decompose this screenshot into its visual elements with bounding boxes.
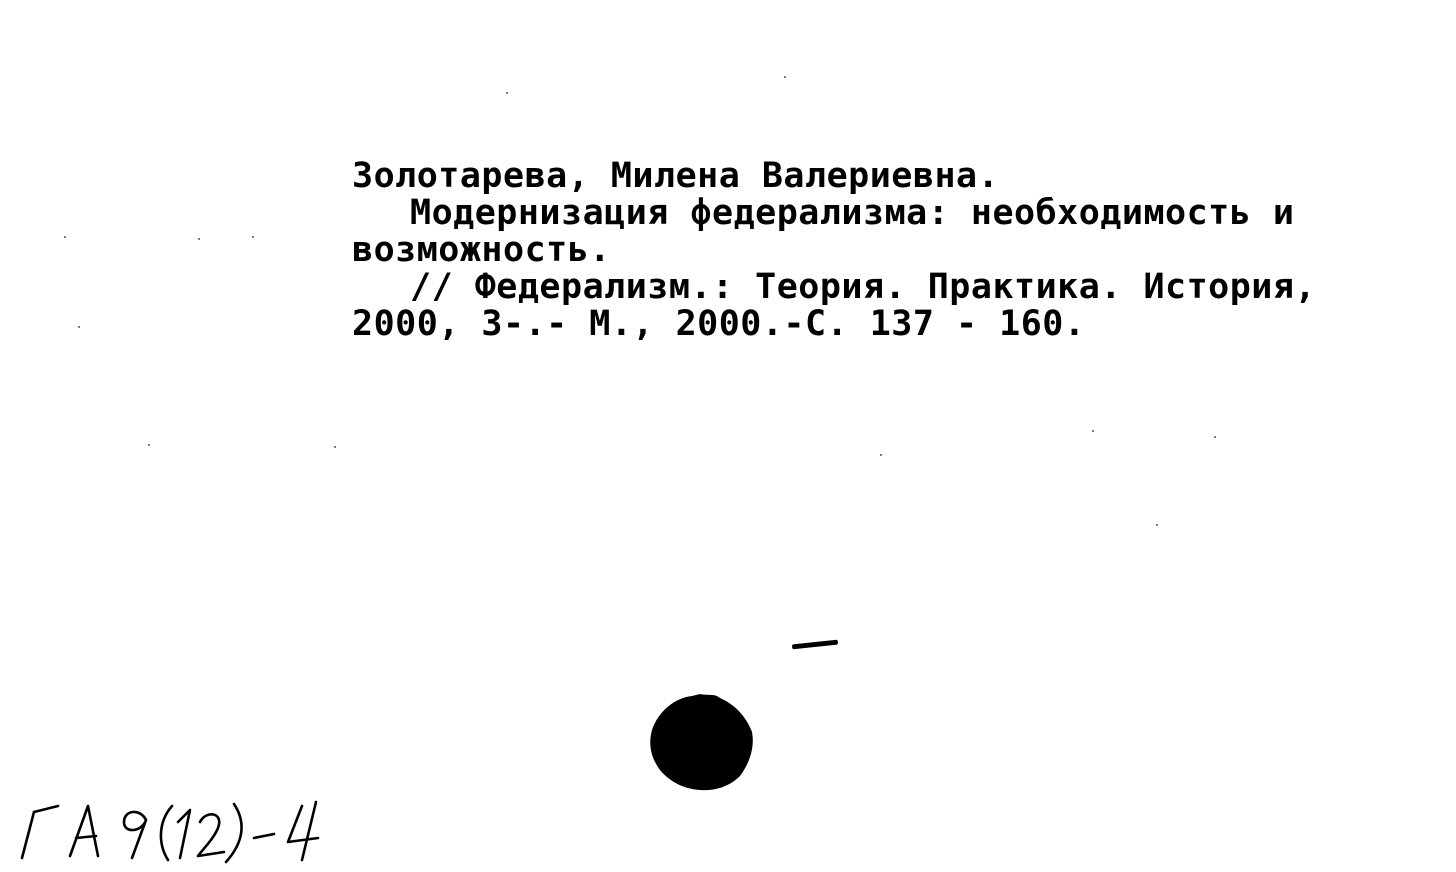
bibliographic-entry: [352, 158, 1456, 343]
ink-dash-mark: [792, 640, 838, 650]
scan-speck: [1092, 430, 1094, 432]
author-line: Золотарева, Милена Валериевна.: [352, 158, 1000, 196]
scan-speck: [784, 76, 786, 78]
scan-speck: [78, 326, 80, 328]
scan-speck: [148, 444, 150, 446]
title-line-2: возможность.: [352, 230, 611, 270]
scan-speck: [252, 236, 254, 238]
scan-speck: [880, 454, 882, 456]
source-line-2: 2000, 3-.- М., 2000.-С. 137 - 160.: [352, 304, 1086, 343]
scan-speck: [64, 236, 66, 238]
scan-speck: [334, 446, 336, 448]
scan-speck: [506, 92, 508, 94]
scan-speck: [198, 238, 200, 240]
handwritten-shelfmark: [12, 792, 372, 864]
source-line-1: // Федерализм.: Теория. Практика. История,: [410, 267, 1317, 307]
scan-speck: [1214, 436, 1216, 438]
scan-speck: [1156, 524, 1158, 526]
punch-hole-icon: [648, 692, 754, 792]
title-line-1: Модернизация федерализма: необходимость и: [410, 193, 1295, 233]
